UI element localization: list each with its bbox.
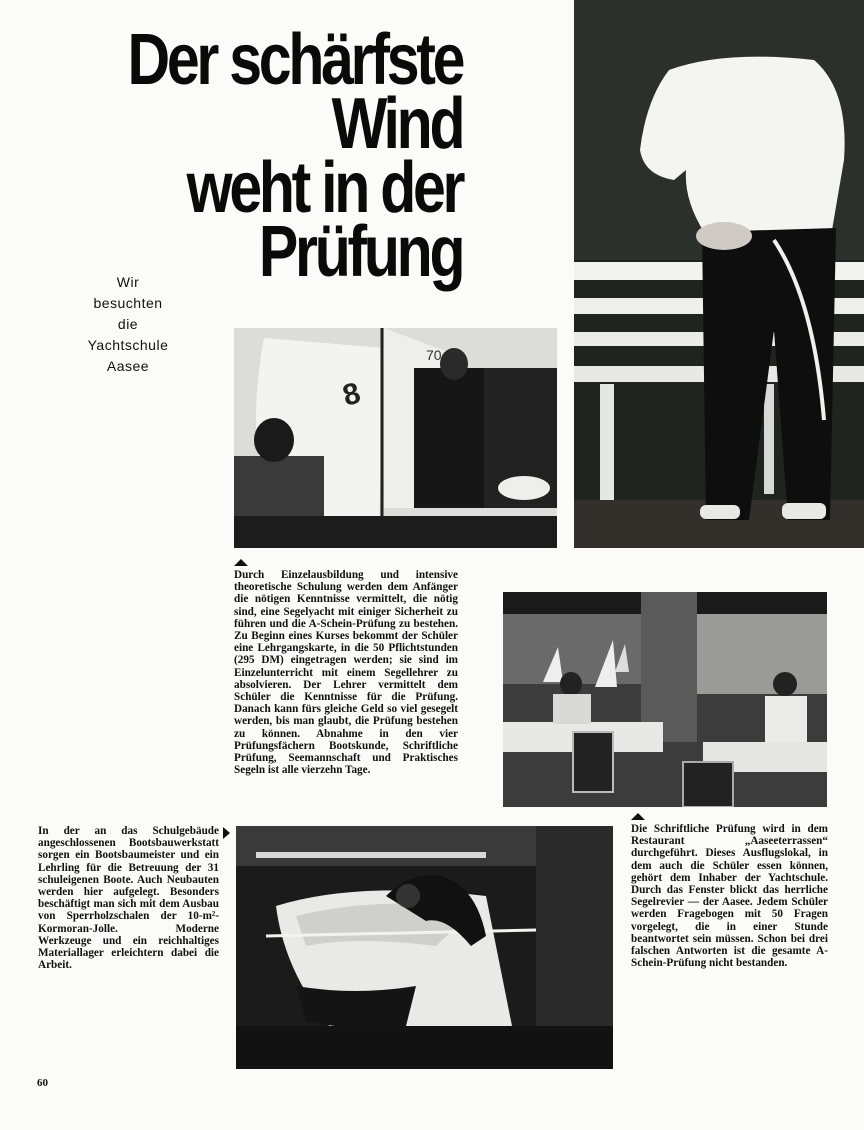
caption-workshop: In der an das Schulgebäude angeschlossenen Bootsbauwerkstatt sorgen ein Bootsbaumeister und ein Lehrling für die Betreuung der 31 schuleigenen Boote. Auch Neubauten werden hier aufgelegt. Besonders beschäftigt man sich mit dem Ausbau von Sperrholzschalen der 10-m²-Kormoran-Jolle. Moderne Werkzeuge und ein reichhaltiges Materiallager erleichtern dabei die Arbeit. xyxy=(38,825,219,972)
photo-man-with-rope xyxy=(574,0,864,548)
caption-sailing: Durch Einzelausbildung und intensive theoretische Schulung werden dem Anfänger die nötigen Kenntnisse vermittelt, die nötig sind, eine Segelyacht mit einiger Sicherheit zu führen und die A-Schein-Prüfung zu bestehen. Zu Beginn eines Kurses bekommt der Schüler eine Lehrgangskarte, in die 50 Pflichtstunden (295 DM) eingetragen werden; sie sind im Einzelunterricht mit einem Segellehrer zu absolvieren. Der Lehrer vermittelt dem Schüler die Kenntnisse für die Prüfung. Danach kann fürs gleiche Geld so viel gesegelt werden, bis man glaubt, die Prüfung bestehen zu können. Abnahme in den vier Prüfungsfächern Bootskunde, Schriftliche Prüfung, Seemannschaft und Praktisches Segeln ist alle vierzehn Tage. xyxy=(234,569,458,777)
headline-line-3: weht in der xyxy=(186,148,462,228)
photo-man-with-rope-image xyxy=(574,0,864,548)
subhead-line-1: Wir xyxy=(116,274,140,290)
subhead-line-2: besuchten xyxy=(93,295,163,311)
photo-restaurant xyxy=(503,592,827,807)
sail-number-dock: 70 xyxy=(426,347,442,363)
headline-line-1: Der schärfste xyxy=(127,20,462,100)
photo-sailboat-exam-image xyxy=(234,328,557,548)
subhead-line-3: die xyxy=(117,316,139,332)
photo-sailboat-exam xyxy=(234,328,557,548)
headline-line-2: Wind xyxy=(331,84,462,164)
headline-line-4: Prüfung xyxy=(258,212,462,292)
subhead-line-5: Aasee xyxy=(106,358,150,374)
caption-arrow-up-icon-2 xyxy=(631,813,645,820)
page-number: 60 xyxy=(37,1077,48,1089)
photo-boat-workshop xyxy=(236,826,613,1069)
caption-arrow-up-icon xyxy=(234,559,248,566)
photo-restaurant-image xyxy=(503,592,827,807)
caption-restaurant: Die Schriftliche Prüfung wird in dem Restaurant „Aaseeterrassen“ durchgeführt. Dieses Ausflugslokal, in dem auch die Schüler essen können, gehört dem Inhaber der Yachtschule. Durch das Fenster blickt das herrliche Segelrevier — der Aasee. Jedem Schüler werden Fragebogen mit 50 Fragen vorgelegt, die in einer Stunde beantwortet sein müssen. Schon bei drei falschen Antworten ist die gesamte A-Schein-Prüfung nicht bestanden. xyxy=(631,823,828,970)
sail-number-sailboat: 8 xyxy=(339,376,364,413)
subhead-line-4: Yachtschule xyxy=(87,337,169,353)
photo-boat-workshop-image xyxy=(236,826,613,1069)
caption-arrow-right-icon xyxy=(223,827,230,839)
subheadline xyxy=(78,272,178,377)
